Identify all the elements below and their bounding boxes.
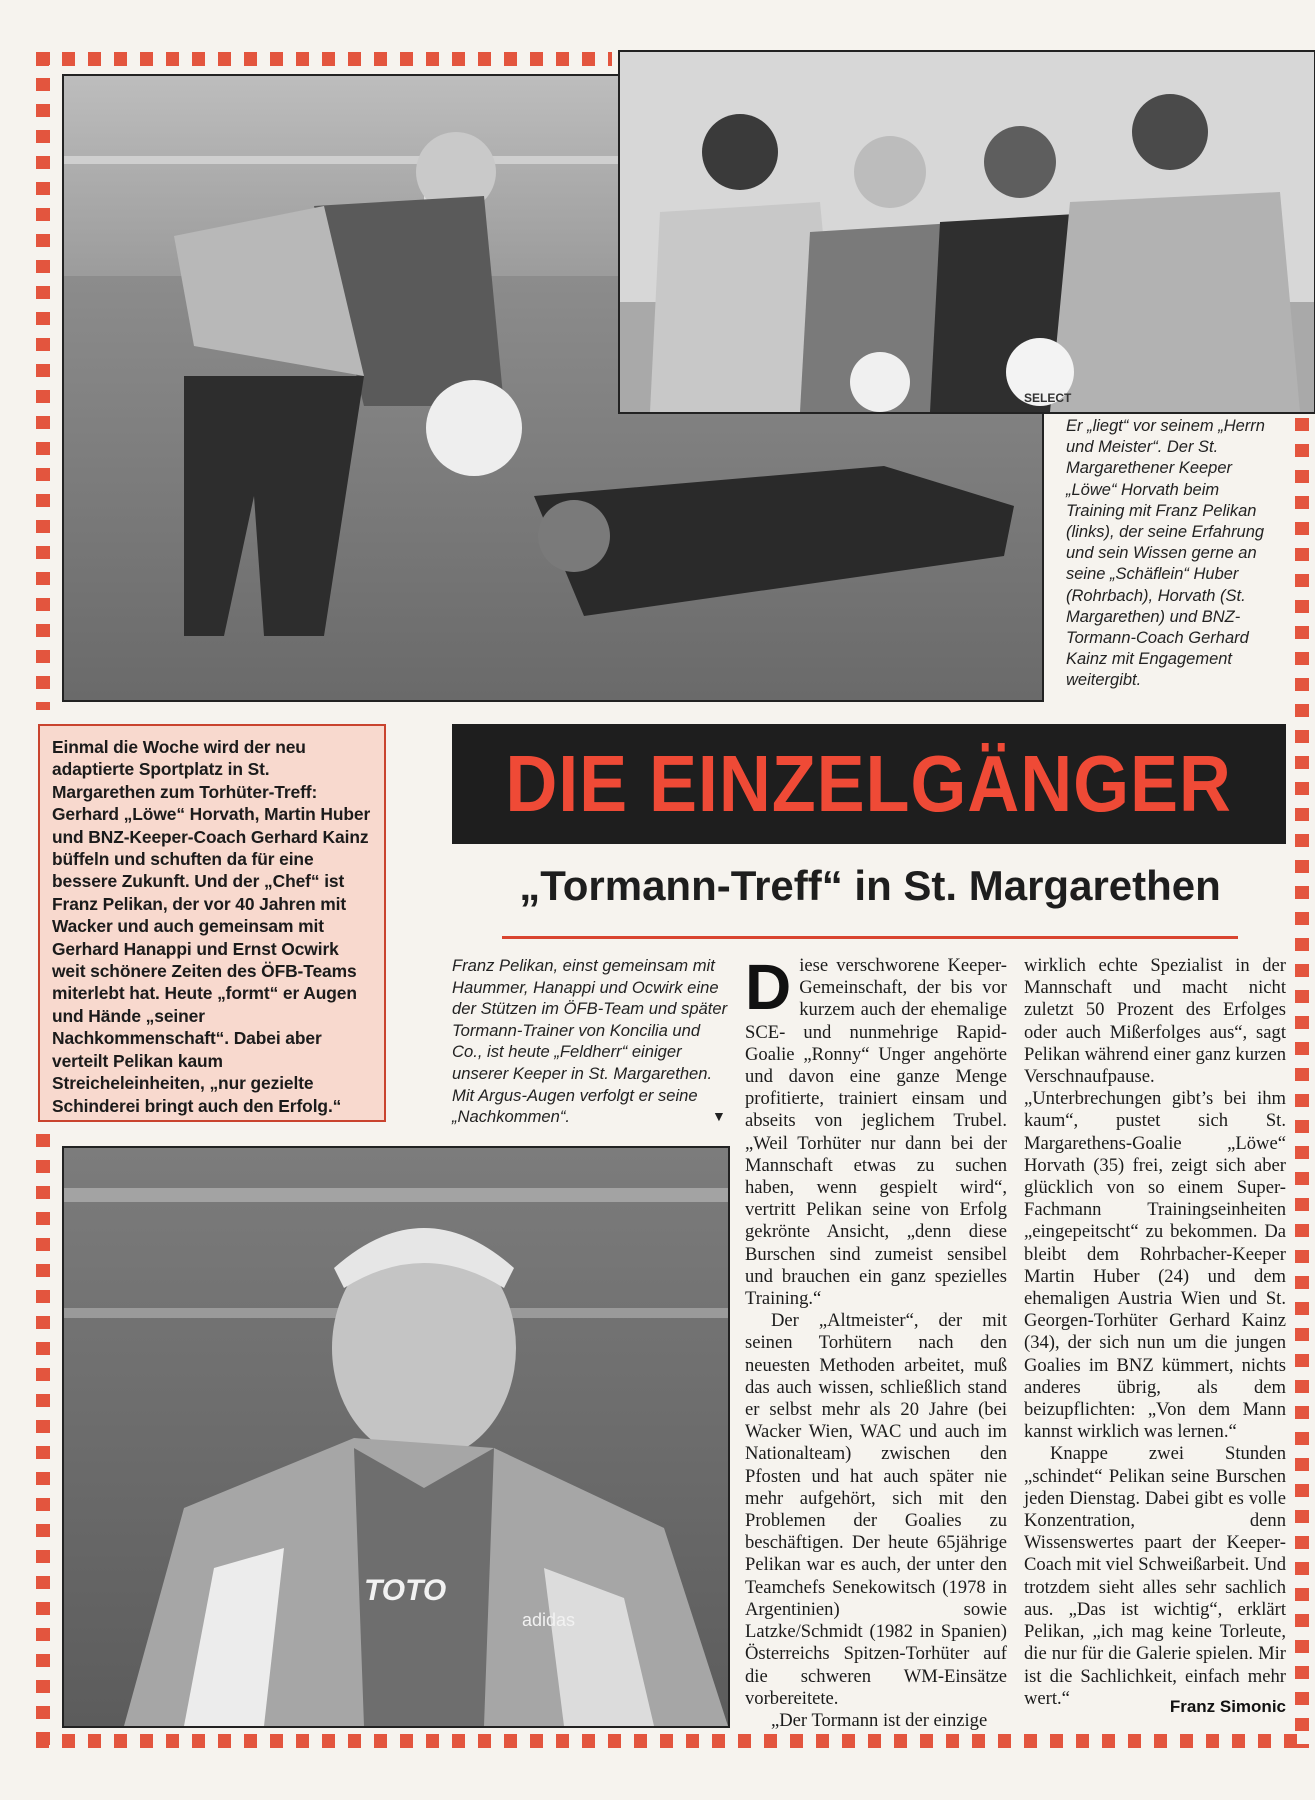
lead-text: Franz Pelikan, einst gemeinsam mit Haummer, Hanappi und Ocwirk eine der Stützen im ÖFB-Team und später Tormann-Trainer von Koncilia und Co., ist heute „Feldherr“ einiger unserer Keeper in St. Margarethen. Mit Argus-Augen verfolgt er seine „Nachkommen“. bbox=[452, 956, 728, 1127]
body-column-2 bbox=[1024, 955, 1286, 1710]
body-paragraph-3: „Der Tormann ist der einzige bbox=[771, 1709, 988, 1731]
headline-band bbox=[452, 724, 1286, 844]
drop-cap: D bbox=[745, 951, 792, 1023]
body-paragraph-1-text: iese verschworene Keeper-Gemeinschaft, der bis vor kurzem auch der ehemalige SCE- und nunmehrige Rapid-Goalie „Ronny“ Unger angehörte und davon eine ganze Menge profitierte, trainiert einsam und abseits von jeglichem Trubel. „Weil Torhüter nur dann bei der Mannschaft etwas zu suchen haben, wenn gespielt wird“, vertritt Pelikan seine von Erfolg gekrönte Ansicht, „denn diese Burschen sind zumeist sensibel und brauchen ein ganz spezielles Training.“ bbox=[745, 955, 1007, 1310]
border-left-upper bbox=[36, 52, 50, 710]
subheadline-rule bbox=[502, 936, 1238, 939]
body-paragraph-4: wirklich echte Spezialist in der Mannschaft und macht nicht zuletzt 50 Prozent des Erfolges oder auch Mißerfolges aus“, sagt Pelikan während einer ganz kurzen Verschnaufpause. „Unterbrechungen gibt’s bei ihm kaum“, pustet sich St. Margarethens-Goalie „Löwe“ Horvath (35) frei, zeigt sich aber glücklich von so einem Super-Fachmann Trainingseinheiten „eingepeitscht“ zu bekommen. Da bleibt dem Rohrbacher-Keeper Martin Huber (24) und dem ehemaligen Austria Wien und St. Georgen-Torhüter Gerhard Kainz (34), der sich nun um die jungen Goalies im BNZ kümmert, nichts anderes übrig, als dem beizupflichten: „Von dem Mann kannst wirklich was lernen.“ bbox=[1024, 955, 1286, 1443]
jacket-brand-text: adidas bbox=[522, 1610, 576, 1630]
body-paragraph-1 bbox=[745, 951, 1007, 1310]
intro-box bbox=[38, 724, 386, 1122]
body-column-1 bbox=[745, 951, 1007, 1732]
lead-paragraph bbox=[452, 955, 734, 1128]
photo-pelikan-portrait bbox=[62, 1146, 730, 1728]
headline: DIE EINZELGÄNGER bbox=[505, 739, 1233, 828]
border-top-left bbox=[36, 52, 612, 66]
photo-caption bbox=[1066, 416, 1278, 692]
border-right bbox=[1295, 418, 1309, 1748]
caption-text: Er „liegt“ vor seinem „Herrn und Meister“. Der St. Margarethener Keeper „Löwe“ Horvath beim Training mit Franz Pelikan (links), der seine Erfahrung und sein Wissen gerne an seine „Schäflein“ Huber (Rohrbach), Horvath (St. Margarethen) und BNZ-Tormann-Coach Gerhard Kainz mit Engagement weitergibt. bbox=[1066, 417, 1265, 690]
body-paragraph-2: Der „Altmeister“, der mit seinen Torhütern nach den neuesten Methoden arbeitet, muß das auch wissen, schließlich stand er selbst mehr als 20 Jahre (bei Wacker Wien, WAC und auch im Nationalteam) zwischen den Pfosten und hat auch später nie mehr aufgehört, sich mit den Problemen der Goalies zu beschäftigen. Der heute 65jährige Pelikan war es auch, der unter den Teamchefs Senekowitsch (1978 in Argentinien) sowie Latzke/Schmidt (1982 in Spanien) Österreichs Spitzen-Torhüter auf die schweren WM-Einsätze vorbereitete. bbox=[745, 1310, 1007, 1709]
photo-four-keepers bbox=[618, 50, 1315, 414]
border-bottom bbox=[36, 1734, 1308, 1748]
jacket-sponsor-text: TOTO bbox=[364, 1574, 447, 1607]
continue-marker: ▼ bbox=[712, 1108, 726, 1124]
author-byline: Franz Simonic bbox=[1169, 1697, 1286, 1716]
border-left-lower bbox=[36, 1134, 50, 1746]
ball-brand-text: SELECT bbox=[1024, 391, 1072, 405]
intro-text: Einmal die Woche wird der neu adaptierte Sportplatz in St. Margarethen zum Torhüter-Treff: Gerhard „Löwe“ Horvath, Martin Huber und BNZ-Keeper-Coach Gerhard Kainz büffeln und schuften da für eine bessere Zukunft. Und der „Chef“ ist Franz Pelikan, der vor 40 Jahren mit Wacker und auch gemeinsam mit Gerhard Hanappi und Ernst Ocwirk weit schönere Zeiten des ÖFB-Teams miterlebt hat. Heute „formt“ er Augen und Hände „seiner Nachkommenschaft“. Dabei aber verteilt Pelikan kaum Streicheleinheiten, „nur gezielte Schinderei bringt auch den Erfolg.“ bbox=[52, 737, 371, 1116]
subheadline: „Tormann-Treff“ in St. Margarethen bbox=[519, 862, 1221, 909]
body-paragraph-5: Knappe zwei Stunden „schindet“ Pelikan seine Burschen jeden Dienstag. Dabei gibt es volle Konzentration, denn Wissenswertes paart der Keeper-Coach mit viel Schweißarbeit. Und trotzdem sieht alles sehr sachlich aus. „Das ist wichtig“, erklärt Pelikan, „ich mag keine Torleute, die nur für die Galerie spielen. Mir ist die Sachlichkeit, einfach mehr wert.“ bbox=[1024, 1443, 1286, 1709]
